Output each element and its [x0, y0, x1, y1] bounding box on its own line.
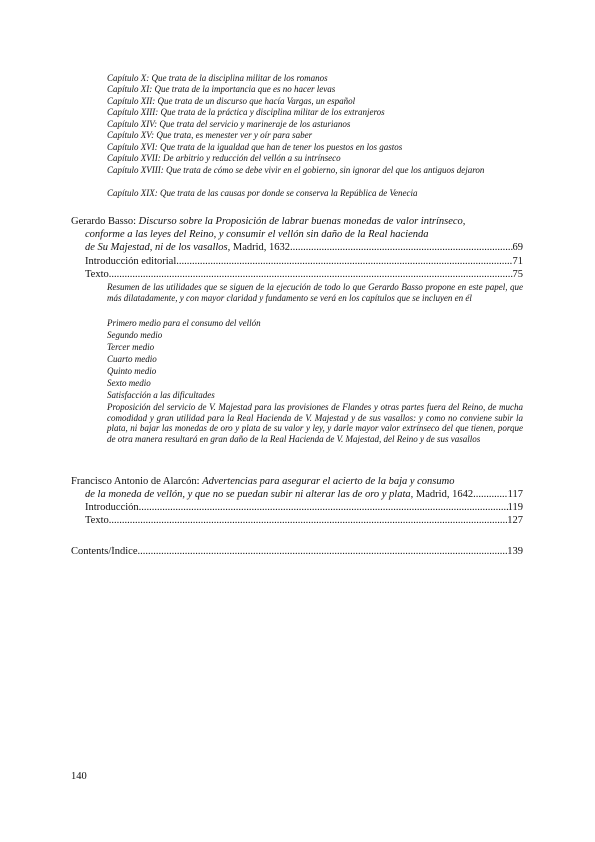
chapter-xiv: Capítulo XIV: Que trata del servicio y marineraje de los asturianos: [107, 119, 351, 129]
alarcon-intro-entry[interactable]: [85, 502, 523, 514]
alarcon-title-2: de la moneda de vellón, y que no se puedan subir ni alterar las de oro y plata,: [85, 489, 414, 500]
basso-text-page: 75: [512, 269, 523, 280]
chapter-xix: Capítulo XIX: Que trata de las causas por donde se conserva la República de Venecia: [107, 188, 418, 198]
leader-dots: [290, 242, 512, 254]
alarcon-title-entry[interactable]: [85, 489, 523, 501]
chapter-xvi: Capítulo XVI: Que trata de la igualdad que han de tener los puestos en los gastos: [107, 142, 403, 152]
basso-intro-label: Introducción editorial: [85, 256, 177, 267]
alarcon-title-2-wrap: [85, 489, 473, 501]
alarcon-intro-label: Introducción: [85, 502, 139, 513]
chapter-xv: Capítulo XV: Que trata, es menester ver y oír para saber: [107, 130, 313, 140]
basso-item-tercer: Tercer medio: [107, 342, 155, 352]
leader-dots: [139, 502, 508, 514]
basso-item-proposicion: Proposición del servicio de V. Majestad para las provisiones de Flandes y otras partes fuera del Reino, de mucha comodidad y gran utilidad para la Real Hacienda de V. Majestad y de sus vasallos: y como no conviene subir la plata, ni bajar las monedas de oro y plata de su valor y ley, y darle mayor valor extrínseco del que tienen, porque de otra manera resultará en gran daño de la Real Hacienda de V. Majestad, del Reino y de sus vasallos: [107, 402, 523, 444]
chapter-xvii: Capítulo XVII: De arbitrio y reducción del vellón a su intrínseco: [107, 153, 341, 163]
chapter-x: Capítulo X: Que trata de la disciplina militar de los romanos: [107, 73, 328, 83]
basso-intro-page: 71: [512, 256, 523, 267]
alarcon-author: Francisco Antonio de Alarcón:: [71, 476, 203, 487]
leader-dots: [138, 546, 508, 558]
chapter-xii: Capítulo XII: Que trata de un discurso que hacía Vargas, un español: [107, 96, 356, 106]
alarcon-page: 117: [507, 489, 523, 500]
basso-text-entry[interactable]: [85, 269, 523, 281]
alarcon-title-1: Advertencias para asegurar el acierto de la baja y consumo: [202, 476, 455, 487]
basso-item-primero: Primero medio para el consumo del vellón: [107, 318, 261, 328]
basso-title-3: de Su Majestad, ni de los vasallos,: [85, 242, 231, 253]
basso-title-entry[interactable]: [85, 242, 523, 254]
leader-dots: [109, 515, 507, 527]
basso-title-1: Discurso sobre la Proposición de labrar buenas monedas de valor intrínseco,: [138, 216, 466, 227]
leader-dots: [473, 489, 508, 501]
basso-title-2: conforme a las leyes del Reino, y consumir el vellón sin daño de la Real hacienda: [85, 229, 429, 240]
alarcon-text-page: 127: [507, 515, 523, 526]
basso-item-satisfaccion: Satisfacción a las dificultades: [107, 390, 215, 400]
basso-item-quinto: Quinto medio: [107, 366, 157, 376]
basso-title-3-wrap: [85, 242, 290, 254]
alarcon-text-entry[interactable]: [85, 515, 523, 527]
basso-item-resumen: Resumen de las utilidades que se siguen de la ejecución de todo lo que Gerardo Basso propone en este papel, que más dilatadamente, y con mayor claridad y fundamento se verá en los capítulos que se incluyen en él: [107, 282, 523, 303]
basso-item-segundo: Segundo medio: [107, 330, 163, 340]
chapter-xiii: Capítulo XIII: Que trata de la práctica y disciplina militar de los extranjeros: [107, 107, 385, 117]
alarcon-text-label: Texto: [85, 515, 109, 526]
basso-intro-entry[interactable]: [85, 256, 523, 268]
contents-label: Contents/Índice: [71, 546, 138, 557]
contents-entry[interactable]: [71, 546, 523, 558]
chapter-xi: Capítulo XI: Que trata de la importancia que es no hacer levas: [107, 84, 336, 94]
basso-item-sexto: Sexto medio: [107, 378, 151, 388]
basso-heading-line1: [71, 216, 465, 228]
alarcon-intro-page: 119: [507, 502, 523, 513]
chapter-xviii: Capítulo XVIII: Que trata de cómo se debe vivir en el gobierno, sin ignorar del que los antiguos dejaron: [107, 165, 485, 175]
basso-page: 69: [512, 242, 523, 253]
basso-item-cuarto: Cuarto medio: [107, 354, 157, 364]
alarcon-heading-line1: [71, 476, 454, 488]
leader-dots: [176, 256, 512, 268]
page-number: 140: [71, 771, 87, 782]
leader-dots: [109, 269, 513, 281]
contents-page: 139: [507, 546, 523, 557]
basso-imprint: Madrid, 1632: [230, 242, 291, 253]
alarcon-imprint: Madrid, 1642: [413, 489, 474, 500]
basso-text-label: Texto: [85, 269, 109, 280]
basso-author: Gerardo Basso:: [71, 216, 139, 227]
